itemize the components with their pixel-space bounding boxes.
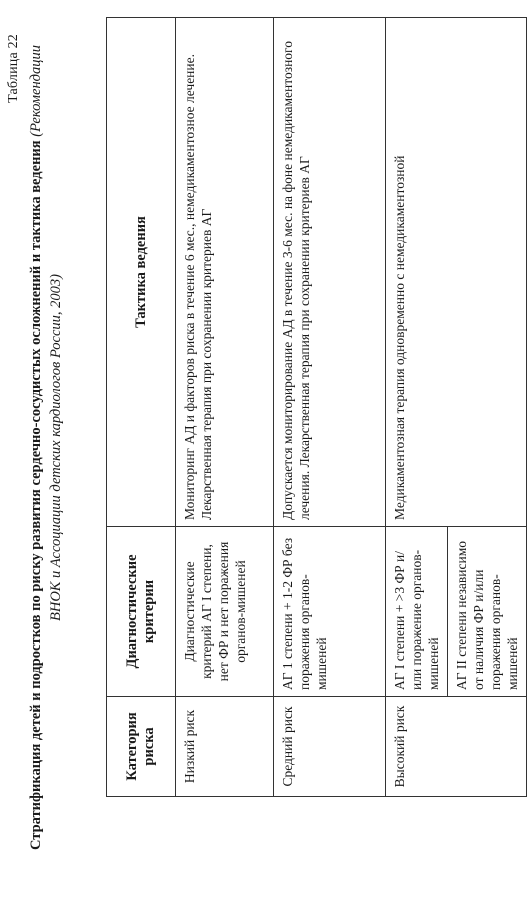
table-title	[26, 30, 66, 865]
category-cell: Средний риск	[274, 697, 386, 797]
criteria-cell: АГ II степени независимо от наличия ФР и/или поражения органов-мишеней	[448, 527, 527, 697]
risk-table	[106, 17, 527, 797]
title-source: (Рекомендации ВНОК и Ассоциации детских кардиологов России, 2003)	[28, 44, 64, 622]
header-criteria: Диагностические критерии	[107, 527, 176, 697]
table-number: Таблица 22	[6, 34, 21, 103]
criteria-cell: Диагностические критерий АГ I степени, нет ФР и нет поражения органов-мишеней	[176, 527, 274, 697]
table-row	[274, 18, 386, 797]
category-cell: Низкий риск	[176, 697, 274, 797]
table-row	[386, 18, 448, 797]
header-tactics: Тактика ведения	[107, 18, 176, 527]
table-header-row	[107, 18, 176, 797]
tactics-cell: Мониторинг АД и факторов риска в течение 6 мес., немедикаментозное лечение. Лекарственная терапия при сохранении критериев АГ	[176, 18, 274, 527]
table-row	[176, 18, 274, 797]
title-main: Стратификация детей и подростков по риску развития сердечно-сосудистых осложнений и тактика ведения	[28, 140, 44, 851]
criteria-cell: АГ I степени + >3 ФР и/или поражение органов-мишеней	[386, 527, 448, 697]
tactics-cell: Медикаментозная терапия одновременно с немедикаментозной	[386, 18, 527, 527]
header-category: Категория риска	[107, 697, 176, 797]
tactics-cell: Допускается мониторирование АД в течение 3-6 мес. на фоне немедикаментозного лечения. Лекарственная терапия при сохранении критериев АГ	[274, 18, 386, 527]
criteria-cell: АГ 1 степени + 1-2 ФР без поражения органов-мишеней	[274, 527, 386, 697]
category-cell: Высокий риск	[386, 697, 527, 797]
